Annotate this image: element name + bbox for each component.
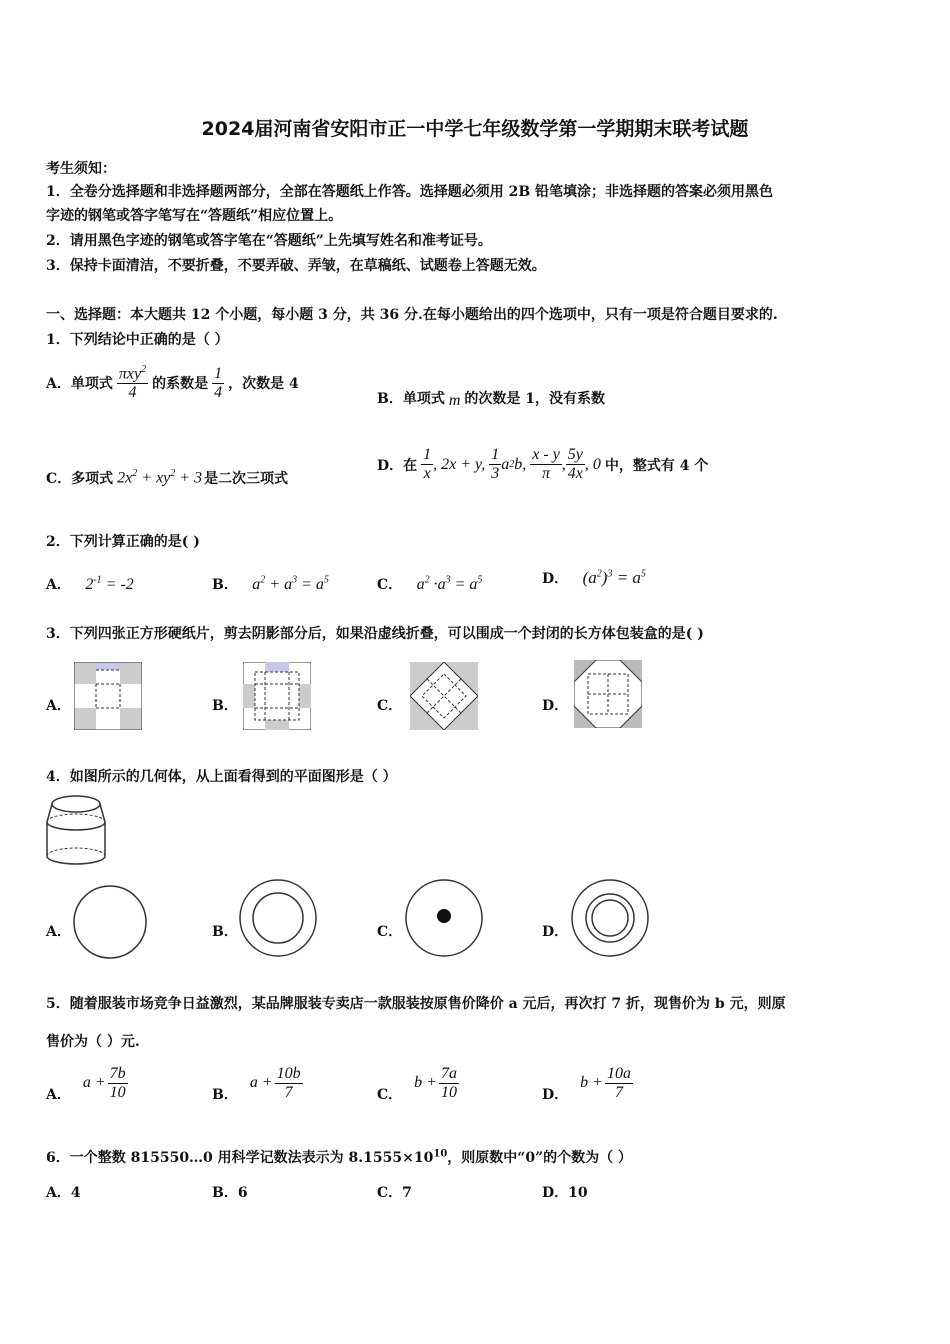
- notice-line-1a: 1．全卷分选择题和非选择题两部分，全部在答题纸上作答。选择题必须用 2B 铅笔填涂；非选择题的答案必须用黑色: [46, 184, 774, 200]
- notice-heading: 考生须知：: [46, 161, 116, 177]
- q5-option-d[interactable]: D． b + $\frac{10a}{7}$: [542, 1064, 631, 1103]
- q4-label-d: D．: [542, 924, 569, 940]
- q4-label-c: C．: [377, 924, 403, 940]
- q4-figure-c[interactable]: [404, 878, 484, 958]
- q6-stem: 6．一个整数 815550…0 用科学记数法表示为 $8.1555\times 10^{10}$，则原数中“0”的个数为（ ）: [46, 1148, 633, 1166]
- q4-label-a: A．: [46, 924, 71, 940]
- q3-stem: 3．下列四张正方形硬纸片，剪去阴影部分后，如果沿虚线折叠，可以围成一个封闭的长方体包装盒的是( ): [46, 626, 704, 642]
- q3-figure-d[interactable]: [574, 660, 642, 728]
- q3-label-c: C．: [377, 698, 403, 714]
- q5-option-c[interactable]: C． b + $\frac{7a}{10}$: [377, 1064, 457, 1103]
- q5-stem-line2: 售价为（ ）元.: [46, 1034, 140, 1050]
- q5-option-a[interactable]: A． a + $\frac{7b}{10}$: [46, 1064, 126, 1103]
- q1-a-coef-fraction: $\frac{1}{4}$: [214, 364, 223, 401]
- q3-label-b: B．: [212, 698, 238, 714]
- notice-line-3: 3．保持卡面清洁，不要折叠，不要弄破、弄皱，在草稿纸、试题卷上答题无效。: [46, 258, 546, 274]
- q3-figure-a[interactable]: [74, 662, 142, 730]
- q3-label-a: A．: [46, 698, 71, 714]
- q6-option-a[interactable]: A．4: [46, 1185, 81, 1201]
- section-heading: 一、选择题：本大题共 12 个小题，每小题 3 分，共 36 分.在每小题给出的四个选项中，只有一项是符合题目要求的.: [46, 307, 778, 323]
- q3-figure-c[interactable]: [410, 662, 478, 730]
- q1-d-expression-list: $\frac{1}{x}$ , 2x + y, $\frac{1}{3}$ a 2 b, $\frac{x - y}{\pi}$ , $\frac{5y}{4x}$ , 0: [423, 446, 601, 482]
- q3-figure-b[interactable]: [243, 662, 311, 730]
- q1-option-d[interactable]: D．在 $\frac{1}{x}$ , 2x + y, $\frac{1}{3}$ a 2 b, $\frac{x - y}{\pi}$ , $\frac{5y}{4x}$ , 0 中，整式有 4 个: [377, 446, 709, 482]
- q1-option-a[interactable]: A．单项式 $\frac{\pi xy^2}{4}$ 的系数是 $\frac{1}{4}$ ，次数是 4: [46, 364, 299, 402]
- q2-option-c[interactable]: C． $a^2 \cdot a^3 = a^5$: [377, 574, 483, 593]
- q2-option-b[interactable]: B． $a^2 + a^3 = a^5$: [212, 574, 329, 593]
- q2-option-d[interactable]: D． $(a^2)^3 = a^5$: [542, 568, 646, 587]
- q3-label-d: D．: [542, 698, 569, 714]
- q1-a-fraction: $\frac{\pi xy^2}{4}$: [118, 364, 147, 402]
- q4-figure-b[interactable]: [238, 878, 318, 958]
- q4-solid-figure: [44, 794, 108, 866]
- q1-stem: 1．下列结论中正确的是（ ）: [46, 332, 229, 348]
- q5-option-b[interactable]: B． a + $\frac{10b}{7}$: [212, 1064, 301, 1103]
- q1-a-prefix: A．单项式: [46, 376, 113, 393]
- q1-c-polynomial: $2x^2 + xy^2 + 3$: [117, 468, 203, 487]
- q1-option-b[interactable]: B．单项式 m 的次数是 1，没有系数: [377, 391, 606, 409]
- q4-figure-a[interactable]: [72, 884, 148, 960]
- q6-option-d[interactable]: D．10: [542, 1185, 588, 1201]
- notice-line-1b: 字迹的钢笔或答字笔写在“答题纸”相应位置上。: [46, 208, 343, 224]
- page-title: 2024届河南省安阳市正一中学七年级数学第一学期期末联考试题: [201, 118, 749, 140]
- q6-option-c[interactable]: C．7: [377, 1185, 412, 1201]
- q5-stem-line1: 5．随着服装市场竞争日益激烈，某品牌服装专卖店一款服装按原售价降价 a 元后，再次打 7 折，现售价为 b 元，则原: [46, 996, 786, 1012]
- q1-option-c[interactable]: C．多项式 $2x^2 + xy^2 + 3$ 是二次三项式: [46, 468, 289, 487]
- q4-label-b: B．: [212, 924, 238, 940]
- q6-option-b[interactable]: B．6: [212, 1185, 248, 1201]
- q2-stem: 2．下列计算正确的是( ): [46, 534, 200, 550]
- q4-stem: 4．如图所示的几何体，从上面看得到的平面图形是（ ）: [46, 769, 397, 785]
- q4-figure-d[interactable]: [570, 878, 650, 958]
- q2-option-a[interactable]: A． $2^{-1} = -2$: [46, 574, 134, 593]
- notice-line-2: 2．请用黑色字迹的钢笔或答字笔在“答题纸”上先填写姓名和准考证号。: [46, 233, 492, 249]
